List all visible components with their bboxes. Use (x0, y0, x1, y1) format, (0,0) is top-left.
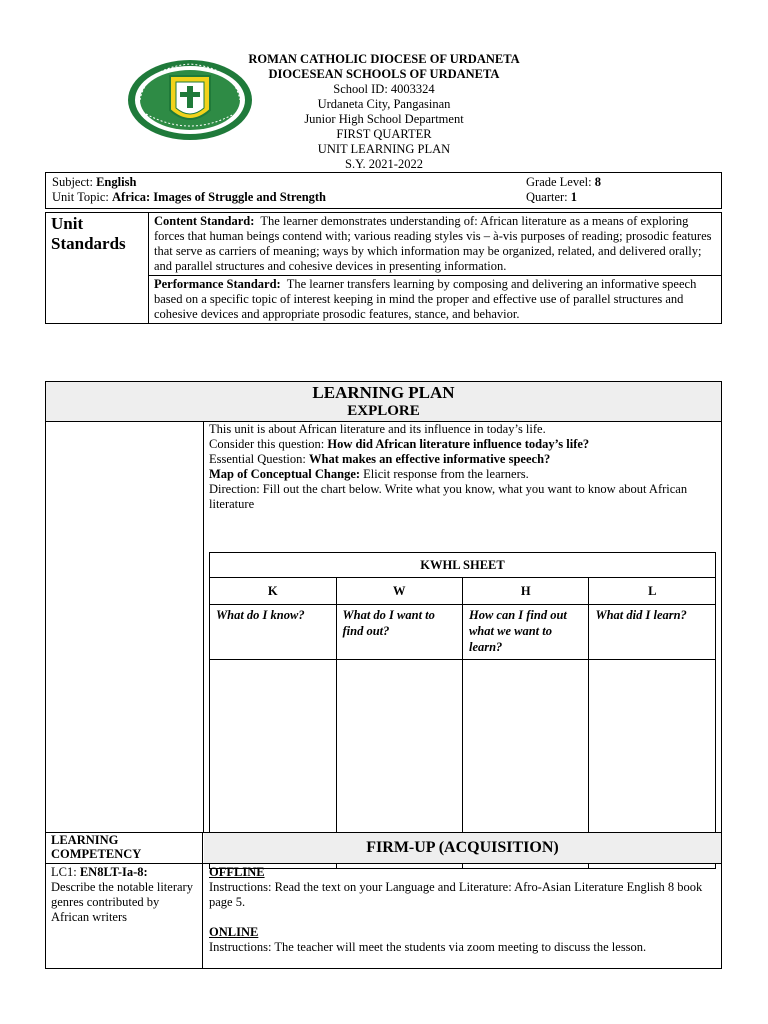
online-label: ONLINE (209, 925, 259, 939)
learning-plan-title: LEARNING PLAN (312, 383, 455, 402)
performance-standard-label: Performance Standard: (154, 277, 281, 291)
unit-intro: This unit is about African literature and its influence in today’s life. (209, 422, 546, 436)
department: Junior High School Department (304, 112, 464, 126)
kwhl-question-h: How can I find out what we want to learn? (462, 605, 589, 660)
kwhl-header-w: W (336, 578, 462, 605)
map-line (209, 467, 719, 482)
explore-section (46, 422, 721, 833)
firmup-title: FIRM-UP (ACQUISITION) (204, 833, 721, 863)
explore-title: EXPLORE (347, 403, 420, 419)
learning-plan-header (46, 382, 721, 422)
competency-row (46, 864, 721, 968)
subject-info-box (45, 172, 722, 209)
essential-question: What makes an effective informative speech? (309, 452, 551, 466)
lc-code: EN8LT-Ia-8: (79, 865, 148, 879)
spacer (209, 910, 719, 925)
firmup-row (46, 833, 721, 864)
essential-prefix: Essential Question: (209, 452, 306, 466)
performance-standard-cell (149, 276, 722, 324)
standards-label: Standards (51, 234, 126, 253)
offline-label: OFFLINE (209, 865, 265, 879)
consider-question-line (209, 437, 719, 452)
quarter-title: FIRST QUARTER (336, 127, 432, 141)
subject-label: Subject: (52, 175, 93, 189)
kwhl-question-l: What did I learn? (589, 605, 716, 660)
consider-question: How did African literature influence today’s life? (327, 437, 590, 451)
topic-value: Africa: Images of Struggle and Strength (112, 190, 327, 204)
unit-standards-table (45, 212, 722, 324)
school-location: Urdaneta City, Pangasinan (317, 97, 451, 111)
essential-question-line (209, 452, 719, 467)
subject-value: English (96, 175, 137, 189)
quarter-value: 1 (570, 190, 578, 204)
competency-cell (46, 864, 203, 968)
quarter-row (526, 190, 577, 205)
learning-competency-label: LEARNING COMPETENCY (46, 833, 203, 863)
quarter-label: Quarter: (526, 190, 568, 204)
unit-label: Unit (51, 214, 84, 233)
kwhl-header-k: K (210, 578, 337, 605)
lc-prefix: LC1: (51, 865, 77, 879)
school-id: School ID: 4003324 (333, 82, 435, 96)
offline-text: Instructions: Read the text on your Language and Literature: Afro-Asian Literature English 8 book page 5. (209, 880, 703, 909)
schools-title: DIOCESEAN SCHOOLS OF URDANETA (268, 67, 500, 81)
grade-value: 8 (594, 175, 601, 189)
consider-prefix: Consider this question: (209, 437, 325, 451)
online-text: Instructions: The teacher will meet the students via zoom meeting to discuss the lesson. (209, 940, 647, 954)
kwhl-title: KWHL SHEET (210, 553, 716, 578)
map-text: Elicit response from the learners. (363, 467, 529, 481)
map-label: Map of Conceptual Change: (209, 467, 361, 481)
grade-row (526, 175, 601, 190)
learning-plan-table (45, 381, 722, 969)
topic-label: Unit Topic: (52, 190, 109, 204)
content-standard-text: The learner demonstrates understanding of: African literature as a means of exploring forces that human beings contend with; various reading styles vis – à-vis purposes of reading; prosodic features that serve as carriers of meaning; ways by which information may be organized, related, and delivered orally; and parallel structures and cohesive devices in presenting information. (154, 214, 712, 273)
kwhl-question-k: What do I know? (210, 605, 337, 660)
kwhl-sheet (209, 552, 716, 869)
explore-content (209, 422, 719, 512)
diocese-title: ROMAN CATHOLIC DIOCESE OF URDANETA (248, 52, 520, 66)
lc-text: Describe the notable literary genres contributed by African writers (51, 880, 193, 924)
topic-row (52, 190, 326, 205)
kwhl-question-w: What do I want to find out? (336, 605, 462, 660)
grade-label: Grade Level: (526, 175, 592, 189)
kwhl-header-l: L (589, 578, 716, 605)
subject-row (52, 175, 136, 190)
kwhl-header-h: H (462, 578, 589, 605)
unit-standards-label (46, 213, 149, 324)
content-standard-label: Content Standard: (154, 214, 255, 228)
acquisition-content (209, 865, 719, 955)
direction-text: Direction: Fill out the chart below. Write what you know, what you want to know about African literature (209, 482, 688, 511)
school-year: S.Y. 2021-2022 (345, 157, 423, 171)
explore-left-cell (46, 422, 204, 832)
performance-standard-text: The learner transfers learning by composing and delivering an informative speech based on a specific topic of interest keeping in mind the proper and effective use of parallel structures and cohesive devices and appropriate prosodic features, stance, and behavior. (154, 277, 697, 321)
content-standard-cell (149, 213, 722, 276)
plan-title: UNIT LEARNING PLAN (317, 142, 451, 156)
